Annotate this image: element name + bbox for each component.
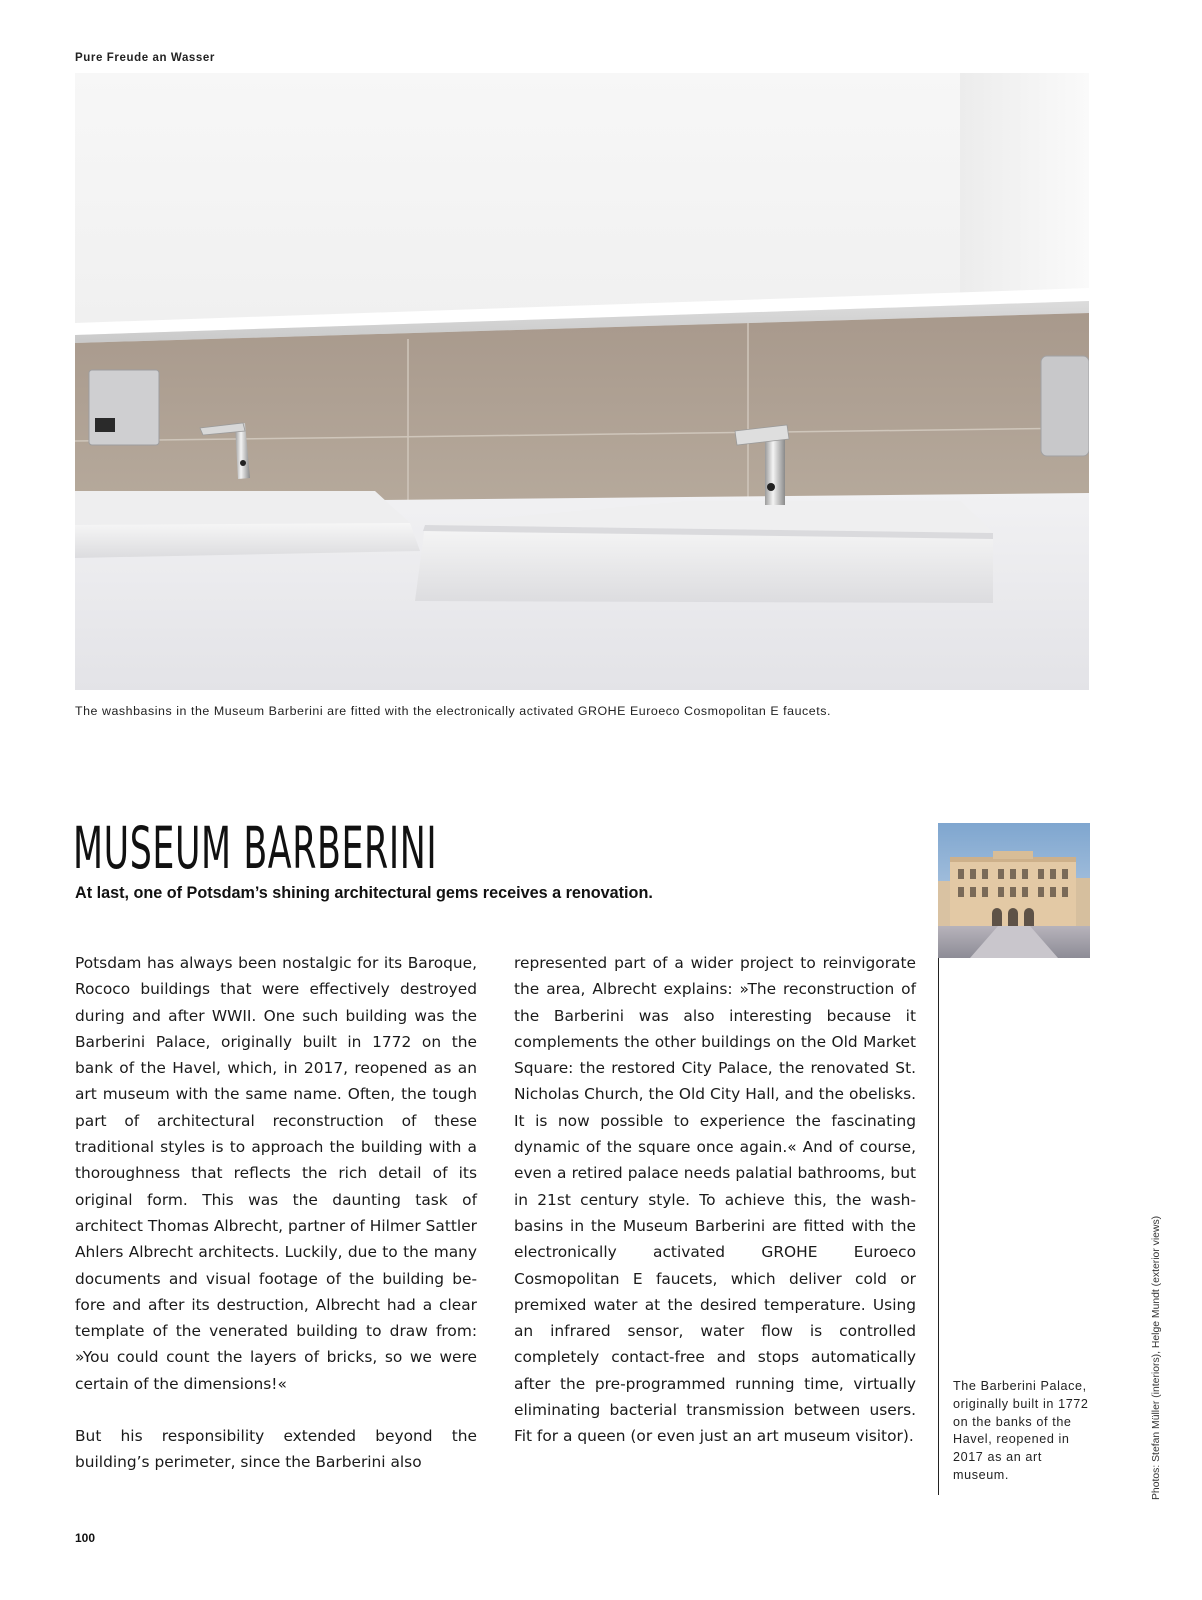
hero-caption: The washbasins in the Museum Barberini are fitted with the electronically activated GROHE Euroeco Cosmopolitan E faucets.	[75, 704, 831, 718]
sidebar-caption: The Barberini Palace, originally built in 1772 on the banks of the Havel, reopened in 2017 as an art museum.	[953, 1379, 1089, 1482]
photo-credit: Photos: Stefan Müller (interiors), Helge Mundt (exterior views)	[1151, 1215, 1162, 1500]
paragraph: represented part of a wider project to reinvigorate the area, Albrecht explains: »The reconstruction of the Barberini was also interesting because it complements the other buildings on the Old Market Square: the restored City Palace, the renovated St. Nicholas Church, the Old City Hall, and the obelisks. It is now possible to experience the fascinating dynamic of the square once again.« And of course, even a retired palace needs palatial bathrooms, but in 21st century style. To achieve this, the washbasins in the Museum Barberini are fitted with the electronically activated GROHE Euroeco Cosmopolitan E faucets, which deliver cold or premixed water at the desired temperature. Using an infrared sensor, water flow is controlled completely contact-free and stops automatically after the pre-programmed running time, virtually eliminating bacterial transmission between users. Fit for a queen (or even just an art museum visitor).	[514, 954, 916, 1446]
article-title: MUSEUM BARBERINI	[73, 814, 438, 882]
body-column-left	[75, 950, 477, 1476]
running-head: Pure Freude an Wasser	[75, 52, 215, 64]
page-number: 100	[75, 1531, 96, 1545]
body-column-right	[514, 950, 916, 1450]
sidebar-rule	[938, 958, 939, 1495]
article-subtitle: At last, one of Potsdam’s shining architectural gems receives a renovation.	[75, 884, 653, 902]
paragraph: Potsdam has always been nostalgic for its Baroque, Rococo buildings that were effectively destroyed during and after WWII. One such building was the Barberini Palace, originally built in 1772 on the bank of the Havel, which, in 2017, reopened as an art museum with the same name. Often, the tough part of architectural reconstruction of these traditional styles is to approach the building with a thoroughness that reflects the rich detail of its original form. This was the daunting task of architect Thomas Albrecht, partner of Hilmer Sattler Ahlers Albrecht architects. Luckily, due to the many documents and visual footage of the building before and after its destruction, Albrecht had a clear template of the venerated building to draw from: »You could count the layers of bricks, so we were certain of the dimensions!«	[75, 954, 477, 1393]
palace-photo	[938, 823, 1090, 958]
paragraph: But his responsibility extended beyond the building’s perimeter, since the Barberini also	[75, 1427, 477, 1472]
washbasin-photo	[75, 73, 1089, 690]
